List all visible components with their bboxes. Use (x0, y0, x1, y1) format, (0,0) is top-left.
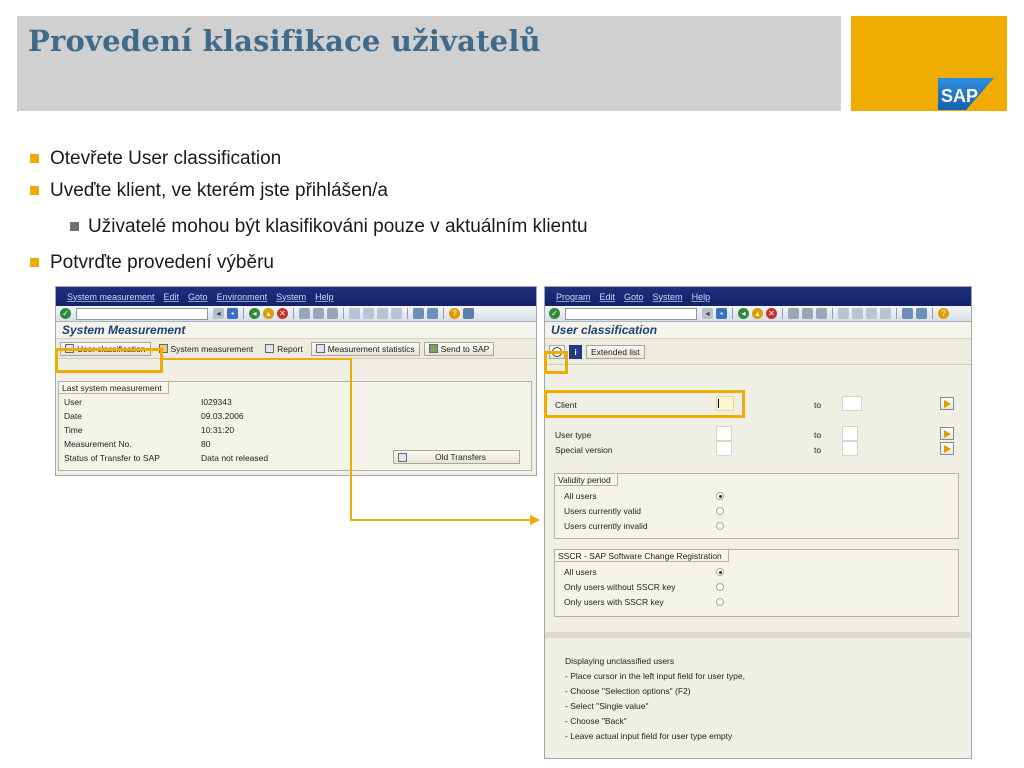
help-line: - Leave actual input field for user type empty (565, 731, 733, 741)
shortcut-icon[interactable] (916, 308, 927, 319)
menu-help[interactable]: Help (691, 291, 711, 302)
old-transfers-button[interactable] (393, 450, 520, 464)
standard-toolbar (56, 306, 536, 322)
find-icon[interactable] (313, 308, 324, 319)
special-version-from-field[interactable] (716, 441, 732, 456)
menu-system[interactable]: System (652, 291, 683, 302)
report-icon (265, 344, 274, 353)
all-users-radio[interactable] (716, 492, 724, 500)
without-sscr-key-label: Only users without SSCR key (564, 582, 676, 592)
previous-page-icon[interactable] (363, 308, 374, 319)
system-measurement-button[interactable] (155, 342, 258, 356)
users-currently-invalid-radio[interactable] (716, 522, 724, 530)
svg-text:SAP: SAP (941, 86, 979, 106)
back-icon[interactable]: ◂ (249, 308, 260, 319)
menu-bar (545, 287, 971, 306)
menu-bar (56, 287, 536, 306)
last-page-icon[interactable] (880, 308, 891, 319)
last-measurement-group (58, 381, 532, 471)
bullet-text: Potvrďte provedení výběru (50, 252, 274, 273)
slide-title: Provedení klasifikace uživatelů (28, 24, 541, 58)
menu-goto[interactable]: Goto (188, 291, 208, 302)
help-line: Displaying unclassified users (565, 656, 675, 666)
create-session-icon[interactable] (413, 308, 424, 319)
enter-icon[interactable]: ✓ (549, 308, 560, 319)
previous-page-icon[interactable] (852, 308, 863, 319)
client-to-field[interactable] (842, 396, 862, 411)
toolbar-separator (932, 308, 933, 319)
user-type-from-field[interactable] (716, 426, 732, 441)
users-currently-valid-label: Users currently valid (564, 506, 641, 516)
toolbar-separator (343, 308, 344, 319)
help-line: - Choose "Back" (565, 716, 627, 726)
connector-line (350, 519, 532, 521)
toolbar-separator (782, 308, 783, 319)
user-type-label: User type (555, 430, 592, 440)
user-label: User (64, 397, 82, 407)
users-currently-invalid-label: Users currently invalid (564, 521, 648, 531)
button-label: Measurement statistics (327, 343, 415, 354)
find-next-icon[interactable] (816, 308, 827, 319)
button-label: Report (277, 343, 303, 354)
help-icon[interactable]: ? (938, 308, 949, 319)
measurement-no-value: 80 (201, 439, 211, 449)
layout-menu-icon[interactable] (463, 308, 474, 319)
info-button[interactable] (569, 345, 582, 359)
screen-title: User classification (545, 322, 971, 339)
button-label: System measurement (170, 343, 254, 354)
connector-line (161, 358, 351, 360)
special-version-label: Special version (555, 445, 613, 455)
find-next-icon[interactable] (327, 308, 338, 319)
help-line: - Place cursor in the left input field for user type, (565, 671, 746, 681)
all-users-label: All users (564, 491, 597, 501)
user-type-multiple-selection-button[interactable] (940, 427, 954, 440)
toolbar-separator (896, 308, 897, 319)
last-page-icon[interactable] (391, 308, 402, 319)
bullet-marker (30, 154, 39, 163)
help-icon[interactable]: ? (449, 308, 460, 319)
print-icon[interactable] (788, 308, 799, 319)
bullet-marker (70, 222, 79, 231)
enter-icon[interactable]: ✓ (60, 308, 71, 319)
connector-line (350, 358, 352, 520)
send-to-sap-button[interactable] (424, 342, 495, 356)
group-title: Last system measurement (59, 382, 169, 394)
bullet-marker (30, 258, 39, 267)
print-icon[interactable] (299, 308, 310, 319)
command-field[interactable] (565, 308, 697, 320)
history-icon[interactable]: ◂ (702, 308, 713, 319)
menu-edit[interactable]: Edit (163, 291, 180, 302)
selection-area (545, 383, 971, 635)
button-label: User classification (77, 343, 146, 354)
sscr-all-users-label: All users (564, 567, 597, 577)
transfer-status-value: Data not released (201, 453, 269, 463)
button-label: Extended list (591, 346, 640, 357)
bullet-marker (30, 186, 39, 195)
list-icon (398, 453, 407, 462)
menu-program[interactable]: Program (556, 291, 591, 302)
save-icon[interactable]: ▪ (716, 308, 727, 319)
standard-toolbar (545, 306, 971, 322)
application-toolbar (545, 339, 971, 365)
send-icon (429, 344, 438, 353)
extended-list-button[interactable] (586, 345, 645, 359)
help-text-area (545, 639, 971, 759)
button-label: Send to SAP (440, 343, 490, 354)
client-label: Client (555, 400, 577, 410)
help-line: - Choose "Selection options" (F2) (565, 686, 691, 696)
menu-help[interactable]: Help (315, 291, 334, 302)
info-icon: i (574, 346, 577, 357)
next-page-icon[interactable] (866, 308, 877, 319)
first-page-icon[interactable] (838, 308, 849, 319)
validity-period-group (554, 473, 959, 539)
toolbar-separator (732, 308, 733, 319)
group-title: SSCR - SAP Software Change Registration (555, 550, 729, 562)
find-icon[interactable] (802, 308, 813, 319)
save-icon[interactable]: ▪ (227, 308, 238, 319)
screen-title: System Measurement (56, 322, 536, 339)
to-label: to (814, 445, 822, 455)
sscr-all-users-radio[interactable] (716, 568, 724, 576)
menu-system-measurement[interactable]: System measurement (67, 291, 155, 302)
cancel-icon[interactable]: ✕ (277, 308, 288, 319)
client-multiple-selection-button[interactable] (940, 397, 954, 410)
menu-goto[interactable]: Goto (624, 291, 644, 302)
with-sscr-key-radio[interactable] (716, 598, 724, 606)
measurement-no-label: Measurement No. (64, 439, 132, 449)
toolbar-separator (293, 308, 294, 319)
first-page-icon[interactable] (349, 308, 360, 319)
shortcut-icon[interactable] (427, 308, 438, 319)
without-sscr-key-radio[interactable] (716, 583, 724, 591)
exit-icon[interactable]: ▴ (752, 308, 763, 319)
bullet-text: Uživatelé mohou být klasifikováni pouze v aktuálním klientu (88, 216, 588, 237)
transfer-status-label: Status of Transfer to SAP (64, 453, 160, 463)
command-field[interactable] (76, 308, 208, 320)
special-version-multiple-selection-button[interactable] (940, 442, 954, 455)
user-type-to-field[interactable] (842, 426, 858, 441)
users-currently-valid-radio[interactable] (716, 507, 724, 515)
date-value: 09.03.2006 (201, 411, 244, 421)
help-line: - Select "Single value" (565, 701, 649, 711)
bullet-text: Uveďte klient, ve kterém jste přihlášen/a (50, 180, 388, 201)
toolbar-separator (407, 308, 408, 319)
system-measurement-window (55, 286, 537, 476)
user-classification-window (544, 286, 972, 759)
menu-environment[interactable]: Environment (216, 291, 268, 302)
sscr-group (554, 549, 959, 617)
menu-system[interactable]: System (276, 291, 307, 302)
with-sscr-key-label: Only users with SSCR key (564, 597, 664, 607)
time-label: Time (64, 425, 83, 435)
user-value: I029343 (201, 397, 232, 407)
time-value: 10:31:20 (201, 425, 235, 435)
next-page-icon[interactable] (377, 308, 388, 319)
divider (545, 632, 971, 638)
toolbar-separator (832, 308, 833, 319)
to-label: to (814, 430, 822, 440)
toolbar-separator (243, 308, 244, 319)
user-classification-highlight (55, 348, 163, 373)
create-session-icon[interactable] (902, 308, 913, 319)
cancel-icon[interactable]: ✕ (766, 308, 777, 319)
execute-highlight (544, 351, 568, 374)
sap-logo (938, 78, 994, 110)
toolbar-separator (443, 308, 444, 319)
arrow-head-icon (530, 515, 540, 525)
bullet-text: Otevřete User classification (50, 148, 282, 169)
menu-edit[interactable]: Edit (599, 291, 616, 302)
exit-icon[interactable]: ▴ (263, 308, 274, 319)
statistics-icon (316, 344, 325, 353)
date-label: Date (64, 411, 82, 421)
group-title: Validity period (555, 474, 618, 486)
special-version-to-field[interactable] (842, 441, 858, 456)
to-label: to (814, 400, 822, 410)
history-icon[interactable]: ◂ (213, 308, 224, 319)
report-button[interactable] (261, 342, 307, 356)
measurement-statistics-button[interactable] (311, 342, 420, 356)
button-label: Old Transfers (435, 452, 487, 462)
client-field-highlight (544, 390, 745, 418)
back-icon[interactable]: ◂ (738, 308, 749, 319)
